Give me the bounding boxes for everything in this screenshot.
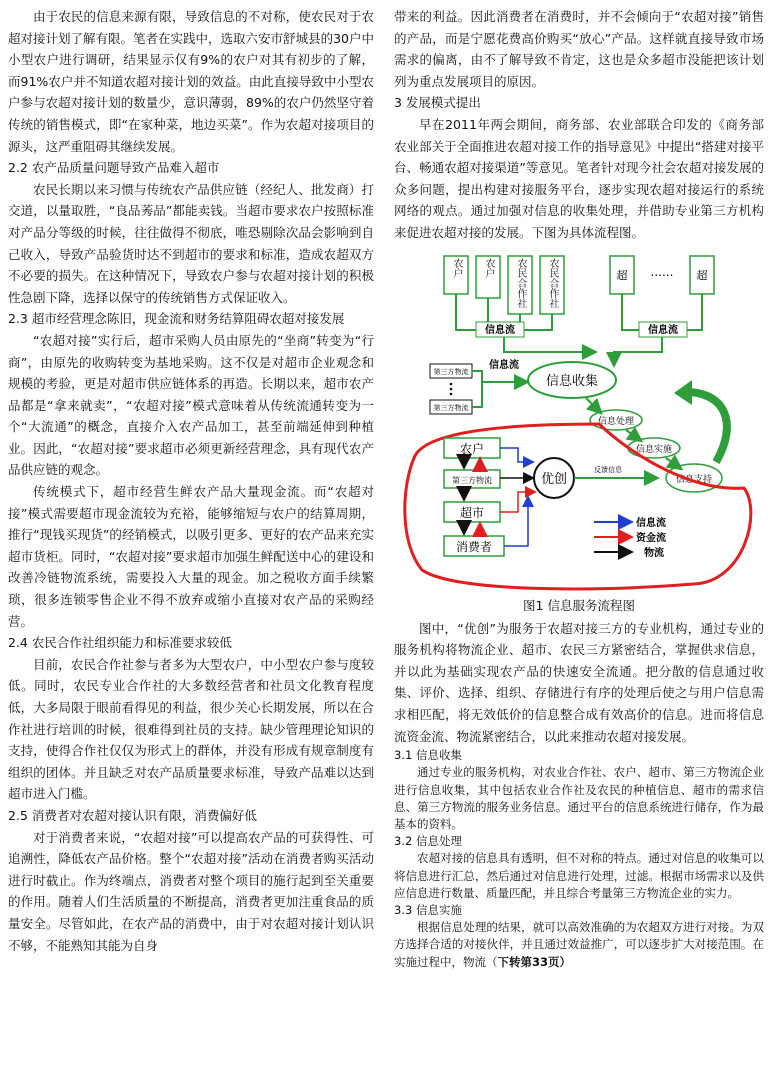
youchuang-links — [500, 448, 656, 546]
legend-info-label: 信息流 — [636, 517, 666, 529]
paragraph: 农民长期以来习惯与传统农产品供应链（经纪人、批发商）打交道，以量取胜，“良品莠品”都能卖钱。当超市要求农户按照标准对产品分等级的时候，往往做得不彻底，唯恐剔除次品会影响到自己收入，导致产品验货时达不到超市的要求和标准，造成农超双方不必要的损失。在这种情况下，导致农户参与农超对接计划的积极性急剧下降，选择以保守的传统销售方式保证收入。 — [8, 181, 374, 305]
figure-caption: 图1 信息服务流程图 — [523, 597, 635, 613]
paragraph: 传统模式下，超市经营生鲜农产品大量现金流。而“农超对接”模式需要超市现金流较为充裕，能够缩短与农户的结算周期，推行“现钱买现货”的经销模式，以吸引更多、更好的农产品来充实超市货柜。同时，“农超对接”要求超市加强生鲜配送中心的建设和改善冷链物流系统，需要投入大量的现金。加之税收方面手续繁琐，很多连锁零售企业不得不放弃或缩小直接对农产品的采购经营。 — [8, 484, 374, 629]
info-flow-label: 信息流 — [485, 324, 515, 336]
supermarket-label: 超 — [696, 268, 708, 282]
flow-diagram-svg — [394, 252, 764, 592]
circle-consumer-node: 消费者 — [455, 539, 493, 554]
info-flow-label: 信息流 — [648, 324, 678, 336]
section-heading: 2.3 超市经营理念陈旧，现金流和财务结算阻碍农超对接发展 — [8, 311, 345, 327]
coop-label: 农民合作社 — [547, 257, 558, 308]
right-column — [394, 6, 764, 971]
paragraph: 目前，农民合作社参与者多为大型农户，中小型农户参与度较低。同时，农民专业合作社的大多数经营者和社员文化教育程度低，大多局限于眼前看得见的利益，很少关心长期发展，所以在合作社进行培训的时候，很难得到社员的支持。缺少管理理论知识的支持，使得合作社仅仅为形式上的群体，并没有形成有规章制度有组织的团体。并且缺乏对农产品质量要求标准，导致产品难以达到超市进入门槛。 — [8, 656, 374, 802]
paragraph: 通过专业的服务机构，对农业合作社、农户、超市、第三方物流企业进行信息收集，其中包括农业合作社及农民的种植信息、超市的需求信息、第三方物流的服务业务信息。通过平台的信息系统进行储存，作为最基本的资料。 — [394, 765, 764, 831]
vertical-dots — [450, 382, 453, 395]
farmer-label: 农户 — [483, 257, 494, 278]
paragraph: 带来的利益。因此消费者在消费时，并不会倾向于“农超对接”销售的产品，而是宁愿花费高价购买“放心”产品。这样就直接导致市场需求的偏离，由不了解导致不肯定，这也是众多超市没能把该计划列为重点发展项目的原因。 — [394, 9, 764, 89]
paragraph: 由于农民的信息来源有限，导致信息的不对称，使农民对于农超对接计划了解有限。笔者在实践中，选取六安市舒城县的30户中小型农户进行调研，结果显示仅有9%的农户对其有初步的了解，而91%农户并不知道农超对接计划的效益。由此直接导致中小型农户参与农超对接计划的数量少，意识薄弱，89%的农户仍然坚守着传统的销售模式，即“在家种菜，地边买菜”。作为农超对接项目的源头，这严重阻碍其继续发展。 — [8, 9, 374, 154]
legend-money-label: 资金流 — [636, 532, 666, 544]
supermarket-group — [610, 256, 714, 294]
paragraph — [394, 919, 764, 971]
red-boundary — [405, 424, 751, 589]
flow-diagram — [394, 252, 764, 592]
feedback-curve — [686, 392, 727, 462]
subsection-block — [394, 747, 764, 971]
third-party-label: 第三方物流 — [433, 403, 469, 412]
subsection-heading: 3.1 信息收集 — [394, 748, 462, 763]
legend — [594, 516, 666, 559]
third-party-label: 第三方物流 — [433, 367, 469, 376]
left-column — [8, 6, 374, 956]
paragraph: 农超对接的信息具有透明，但不对称的特点。通过对信息的收集可以将信息进行汇总，然后通过对信息进行处理，过滤。根据市场需求以及供应信息进行数量、质量匹配，并且综合考量第三方物流企业的实力。 — [394, 851, 764, 900]
info-process-node: 信息处理 — [597, 416, 635, 427]
info-support-node: 信息支持 — [675, 474, 713, 485]
circle-supermarket-node: 超市 — [459, 505, 485, 520]
circle-farmer-node: 农户 — [459, 441, 485, 456]
info-collect-node: 信息收集 — [545, 373, 599, 389]
section-heading: 2.5 消费者对农超对接认识有限，消费偏好低 — [8, 807, 257, 823]
farmer-group — [444, 256, 564, 316]
feedback-arrowhead — [674, 380, 692, 405]
youchuang-node: 优创 — [540, 471, 568, 487]
section-heading: 2.2 农产品质量问题导致产品难入超市 — [8, 160, 220, 176]
ellipsis: ...... — [650, 264, 674, 279]
subsection-heading: 3.2 信息处理 — [394, 834, 462, 849]
info-implement-node: 信息实施 — [635, 444, 673, 455]
section-heading: 2.4 农民合作社组织能力和标准要求较低 — [8, 635, 232, 651]
legend-logistics-label: 物流 — [644, 547, 664, 559]
info-flow-label: 信息流 — [489, 359, 519, 371]
farmer-label: 农户 — [451, 257, 462, 278]
supermarket-label: 超 — [616, 268, 628, 282]
section-heading: 3 发展模式提出 — [394, 95, 481, 111]
coop-label: 农民合作社 — [515, 257, 526, 308]
feedback-info-label: 反馈信息 — [594, 465, 622, 474]
paragraph: 图中，“优创”为服务于农超对接三方的专业机构，通过专业的服务机构将物流企业、超市、农民三方紧密结合，掌握供求信息，并以此为基础实现农产品的快速安全流通。把分散的信息通过收集、评价、选择、组织、存储进行有序的处理后使之与用户信息需求相匹配，将无效低价的信息整合成有效高价的信息。进而将信息流资金流、物流紧密结合，以此来推动农超对接发展。 — [394, 620, 764, 744]
paragraph: 早在2011年两会期间，商务部、农业部联合印发的《商务部 农业部关于全面推进农超对接工作的指导意见》中提出“搭建对接平台、畅通农超对接渠道”等意见。笔者针对现今社会农超对接发展的众多问题，提出构建对接服务平台，逐步实现农超对接运行的系统网络的观点。通过加强对信息的收集处理，并借助专业第三方机构来促进农超对接的发展。下图为具体流程图。 — [394, 116, 764, 240]
paragraph: 对于消费者来说，“农超对接”可以提高农产品的可获得性、可追溯性，降低农产品价格。整个“农超对接”活动在消费者购买活动进行时截止。作为终端点，消费者对整个项目的施行起到至关重要的作用。随着人们生活质量的不断提高，消费者更加注重食品的质量安全。尽管如此，在农产品的消费中，由于对农超对接计划认识不够，不能熟知其能为自身 — [8, 829, 374, 953]
paragraph: “农超对接”实行后，超市采购人员由原先的“坐商”转变为“行商”，由原先的收购转变为基地采购。这不仅是对超市企业观念和规模的考验，更是对超市供应链体系的再造。长期以来，超市农产品都是“拿来就卖”，“农超对接”模式意味着从传统流通转变为一个“大流通”的概念，直接介入农产品加工，甚至前端延伸到种植业。因此，“农超对接”要求超市必须更新经营理念，具有现代农产品供应链的观念。 — [8, 332, 374, 478]
subsection-heading: 3.3 信息实施 — [394, 902, 462, 917]
circle-third-party-node: 第三方物流 — [452, 475, 492, 485]
continued-note: 下转第33页） — [497, 954, 572, 969]
paragraph-text: 根据信息处理的结果，就可以高效准确的为农超双方进行对接。为双方选择合适的对接伙伴，并且通过效益推广，可以逐步扩大对接范围。在实施过程中，物流（ — [394, 920, 764, 969]
